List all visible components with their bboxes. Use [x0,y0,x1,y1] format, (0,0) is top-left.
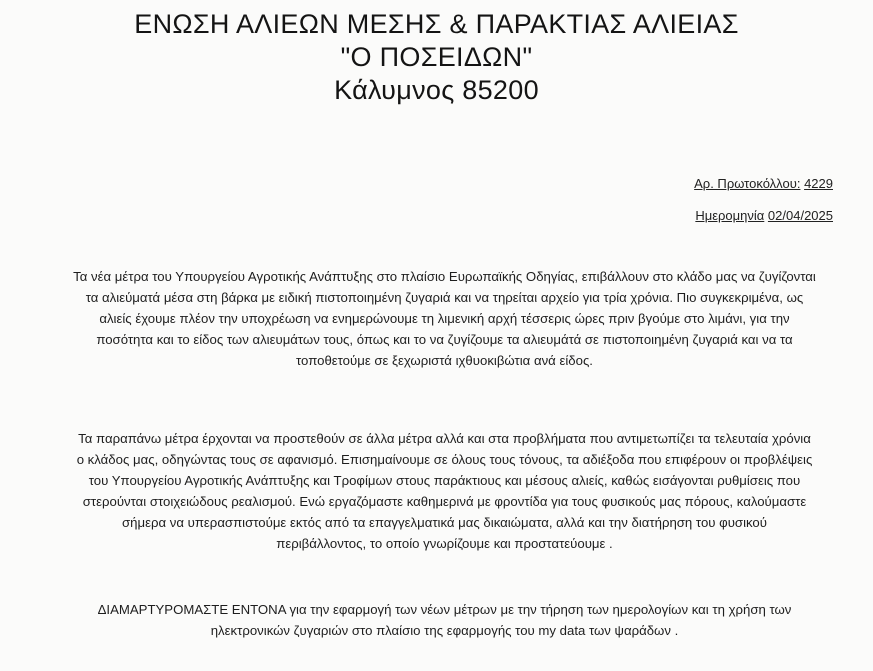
paragraph-line: περιβάλλοντος, το οποίο γνωρίζουμε και προστατεύουμε . [276,536,613,551]
union-location: Κάλυμνος 85200 [334,75,539,105]
document-date [695,208,833,223]
protocol-number [694,176,833,191]
paragraph-line: ποσότητα και το είδος των αλιευμάτων τους, όπως και το να ζυγίζουμε τα αλιευμάτά σε πιστοποιημένη ζυγαριά και να τα [96,332,793,347]
paragraph-line: στερούνται στοιχειώδους ρεαλισμού. Ενώ εργαζόμαστε καθημερινά με φροντίδα για τους φυσικούς μας πόρους, καλούμαστε [82,494,807,509]
union-name: ΕΝΩΣΗ ΑΛΙΕΩΝ ΜΕΣΗΣ & ΠΑΡΑΚΤΙΑΣ ΑΛΙΕΙΑΣ [134,9,739,39]
date-value: 02/04/2025 [767,208,833,223]
protocol-value: 4229 [804,176,833,191]
paragraph-line: ηλεκτρονικών ζυγαριών στο πλαίσιο της εφαρμογής του my data των ψαράδων . [210,623,679,638]
paragraph-line: Τα παραπάνω μέτρα έρχονται να προστεθούν σε άλλα μέτρα αλλά και στα προβλήματα που αντιμετωπίζει τα τελευταία χρόνια [78,431,811,446]
paragraph-line: σήμερα να υπερασπιστούμε εκτός από τα επαγγελματικά μας δικαιώματα, αλλά και την διατήρηση του φυσικού [122,515,767,530]
paragraph-line: τοποθετούμε σε ξεχωριστά ιχθυοκιβώτια ανά είδος. [296,353,593,368]
date-label: Ημερομηνία [695,208,765,223]
union-nickname: "Ο ΠΟΣΕΙΔΩΝ" [340,42,533,72]
paragraph-line: Τα νέα μέτρα του Υπουργείου Αγροτικής Ανάπτυξης στο πλαίσιο Ευρωπαϊκής Οδηγίας, επιβάλλουν στο κλάδο μας να ζυγίζονται [73,269,816,284]
paragraph-2 [52,428,837,554]
paragraph-3 [52,599,837,641]
paragraph-line: ο κλάδος μας, οδηγώντας τους σε αφανισμό. Επισημαίνουμε σε όλους τους τόνους, τα αδιέξοδα που επιφέρουν οι προβλέψεις [76,452,813,467]
paragraph-line: τα αλιεύματά μέσα στη βάρκα με ειδική πιστοποιημένη ζυγαριά και να τηρείται αρχείο για τρία χρόνια. Πιο συγκεκριμένα, ως [85,290,804,305]
paragraph-line: του Υπουργείου Αγροτικής Ανάπτυξης και Τροφίμων στους παράκτιους και μέσους αλιείς, καθώς εισάγονται ρυθμίσεις που [88,473,801,488]
paragraph-line: αλιείς έχουμε πλέον την υποχρέωση να ενημερώνουμε τη λιμενική αρχή τέσσερις ώρες πριν βγούμε στο λιμάνι, για την [99,311,790,326]
paragraph-1 [52,266,837,371]
paragraph-line: ΔΙΑΜΑΡΤΥΡΟΜΑΣΤΕ ΕΝΤΟΝΑ για την εφαρμογή των νέων μέτρων με την τήρηση των ημερολογίων και τη χρήση των [97,602,792,617]
protocol-label: Αρ. Πρωτοκόλλου: [694,176,801,191]
letterhead [0,8,873,107]
